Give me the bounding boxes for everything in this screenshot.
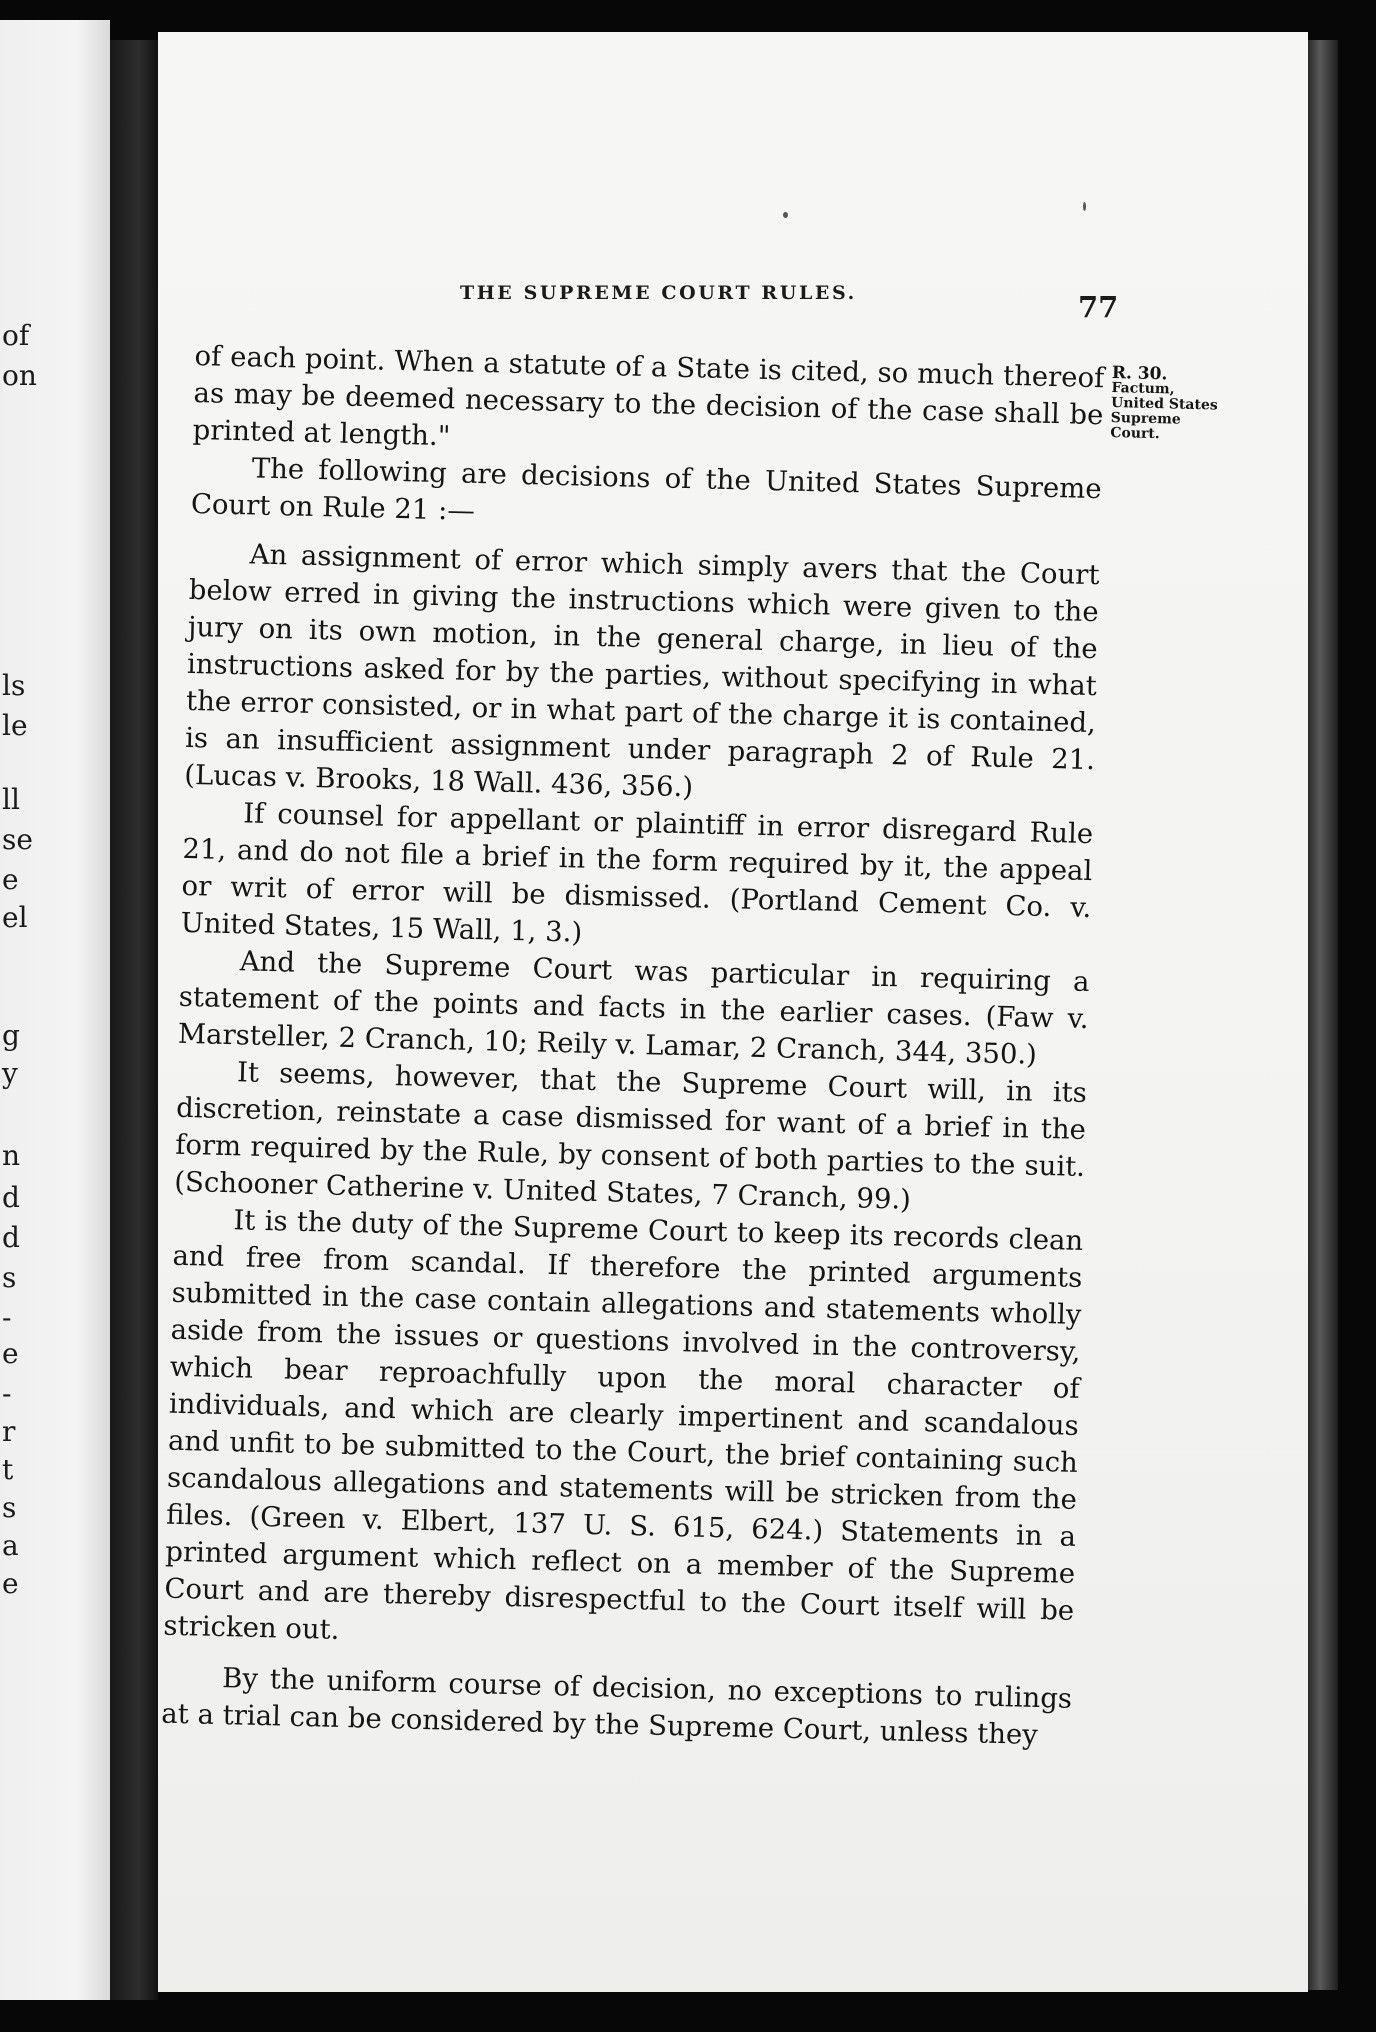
paragraph-portland-cement: If counsel for appellant or plaintiff in error disregard Rule 21, and do not file a brief in the form required by it, the appeal or writ of error will be dismissed. (Portland Cement Co. v. United States, 15 Wall, 1, 3.) <box>180 797 1094 949</box>
facing-page-fragment: ls <box>2 669 26 702</box>
facing-page-fragment: of <box>2 319 30 352</box>
facing-page-fragment: e <box>2 1567 19 1600</box>
running-header: THE SUPREME COURT RULES. <box>460 282 857 304</box>
facing-page-fragment: - <box>2 1377 12 1410</box>
paragraph-exceptions: By the uniform course of decision, no exceptions to rulings at a trial can be considered by the Supreme Court, unless they <box>160 1662 1073 1752</box>
body-text <box>161 338 1105 1755</box>
facing-page-fragment: le <box>2 709 28 742</box>
paragraph-continuation: of each point. When a statute of a State is cited, so much thereof as may be deemed necessary to the decision of the case shall be printed at length." <box>192 339 1105 453</box>
facing-page-fragment: e <box>2 1337 19 1370</box>
page-number: 77 <box>1078 290 1119 324</box>
margin-note-line: Supreme <box>1110 409 1181 428</box>
facing-page-fragment: d <box>2 1221 20 1254</box>
paragraph-green-v-elbert: It is the duty of the Supreme Court to keep its records clean and free from scandal. If therefore the printed arguments submitted in the case contain allegations and statements wholly aside from the issues or questions involved in the controversy, which bear reproachfully upon the moral character of individuals, and which are clearly impertinent and scandalous and unfit to be submitted to the Court, the brief containing such scandalous allegations and statements will be stricken from the files. (Green v. Elbert, 137 U. S. 615, 624.) Statements in a printed argument which reflect on a member of the Supreme Court and are thereby disrespectful to the Court itself will be stricken out. <box>163 1204 1084 1646</box>
facing-page-fragment: s <box>2 1491 17 1524</box>
facing-page-edge <box>0 20 110 2000</box>
facing-page-fragment: on <box>2 359 37 392</box>
book-gutter <box>110 40 158 2000</box>
paper-speck <box>783 212 788 218</box>
margin-note <box>1110 363 1218 444</box>
margin-note-line: Court. <box>1110 424 1160 443</box>
margin-rule-ref: R. 30. <box>1111 363 1168 385</box>
facing-page-fragment: - <box>2 1301 12 1334</box>
facing-page-fragment: a <box>2 1529 19 1562</box>
facing-page-fragment: t <box>2 1453 14 1486</box>
facing-page-fragment: n <box>2 1139 21 1172</box>
facing-page-fragment: g <box>2 1019 20 1052</box>
facing-page-fragment: r <box>2 1415 16 1448</box>
facing-page-fragment: se <box>2 823 33 856</box>
facing-page-fragment: d <box>2 1181 20 1214</box>
facing-page-fragment: y <box>2 1057 18 1090</box>
margin-note-line: Factum, <box>1111 379 1175 398</box>
facing-page-fragment: s <box>2 1261 17 1294</box>
paper-speck <box>1083 202 1086 211</box>
margin-note-line: United States <box>1110 394 1218 414</box>
paragraph-intro: The following are decisions of the United States Supreme Court on Rule 21 :— <box>190 452 1102 527</box>
facing-page-fragment: el <box>2 901 28 934</box>
facing-page-fragment: ll <box>2 783 20 816</box>
paragraph-schooner-catherine: It seems, however, that the Supreme Court will, in its discretion, reinstate a case dismissed for want of a brief in the form required by the Rule, by consent of both parties to the suit. (Schooner Catherine v. United States, 7 Cranch, 99.) <box>173 1056 1088 1216</box>
facing-page-fragment: e <box>2 863 19 896</box>
paragraph-lucas-v-brooks: An assignment of error which simply avers that the Court below erred in giving the instructions which were given to the jury on its own motion, in the general charge, in lieu of the instructions asked for by the parties, without specifying in what the error consisted, or in what part of the charge it is contained, is an insufficient assignment under paragraph 2 of Rule 21. (Lucas v. Brooks, 18 Wall. 436, 356.) <box>183 538 1100 804</box>
page-edge-shadow <box>1308 40 1338 1990</box>
paragraph-faw-v-marsteller: And the Supreme Court was particular in requiring a statement of the points and facts in the earlier cases. (Faw v. Marsteller, 2 Cranch, 10; Reily v. Lamar, 2 Cranch, 344, 350.) <box>177 945 1090 1071</box>
